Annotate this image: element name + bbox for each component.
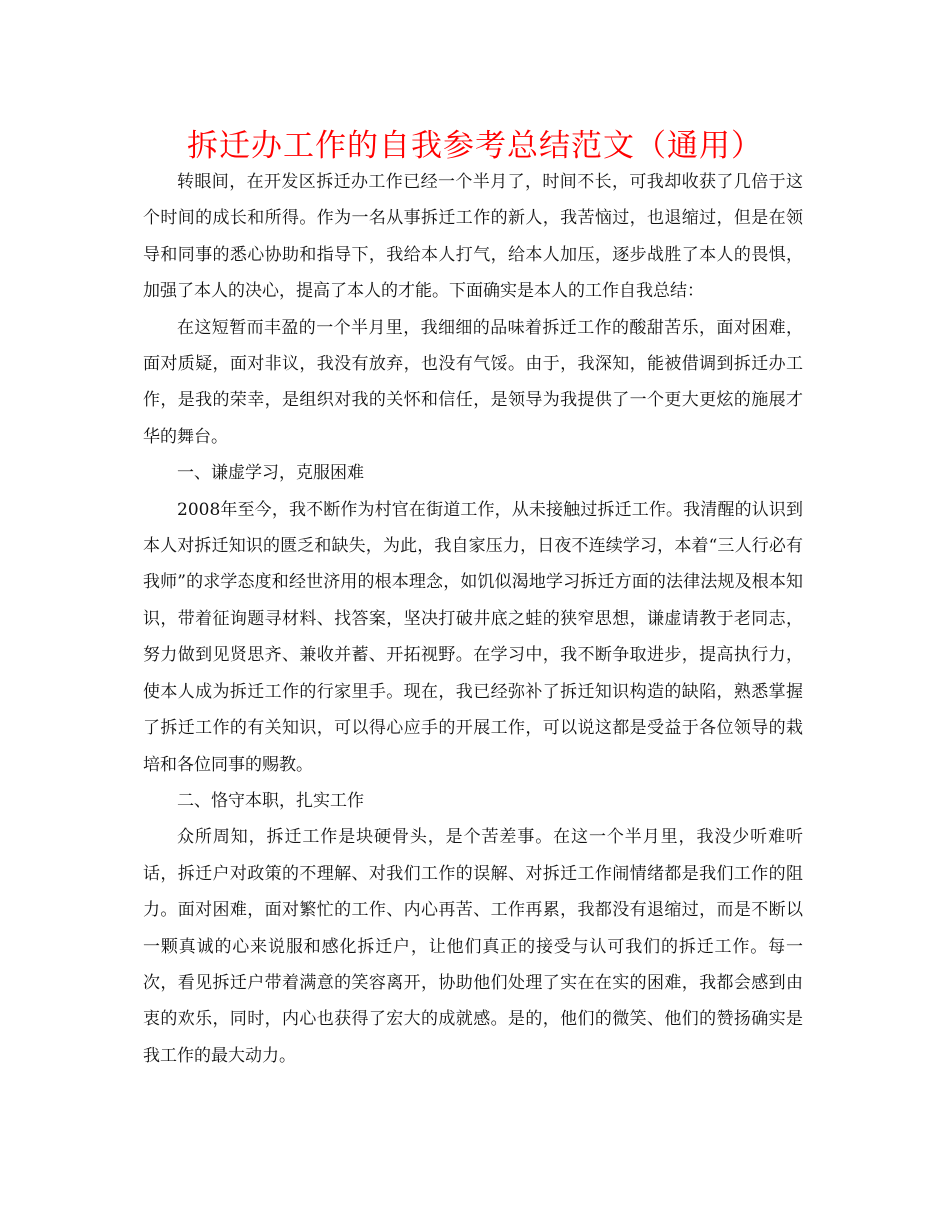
paragraph-reflection: 在这短暂而丰盈的一个半月里，我细细的品味着拆迁工作的酸甜苦乐，面对困难，面对质疑，面对非议，我没有放弃，也没有气馁。由于，我深知，能被借调到拆迁办工作，是我的荣幸，是组织对我的关怀和信任，是领导为我提供了一个更大更炫的施展才华的舞台。 — [143, 317, 803, 447]
section-heading-1: 一、谦虚学习，克服困难 — [177, 463, 364, 484]
document-title: 拆迁办工作的自我参考总结范文（通用） — [187, 128, 763, 164]
paragraph-section-1: 2008年至今，我不断作为村官在街道工作，从未接触过拆迁工作。我清醒的认识到本人对拆迁知识的匮乏和缺失，为此，我自家压力，日夜不连续学习，本着“三人行必有我师”的求学态度和经世济用的根本理念，如饥似渴地学习拆迁方面的法律法规及根本知识，带着征询题寻材料、找答案，坚决打破井底之蛙的狭窄思想，谦虚请教于老同志，努力做到见贤思齐、兼收并蓄、开拓视野。在学习中，我不断争取进步，提高执行力，使本人成为拆迁工作的行家里手。现在，我已经弥补了拆迁知识构造的缺陷，熟悉掌握了拆迁工作的有关知识，可以得心应手的开展工作，可以说这都是受益于各位领导的栽培和各位同事的赐教。 — [143, 499, 803, 775]
paragraph-intro: 转眼间，在开发区拆迁办工作已经一个半月了，时间不长，可我却收获了几倍于这个时间的成长和所得。作为一名从事拆迁工作的新人，我苦恼过，也退缩过，但是在领导和同事的悉心协助和指导下，我给本人打气，给本人加压，逐步战胜了本人的畏惧，加强了本人的决心，提高了本人的才能。下面确实是本人的工作自我总结： — [143, 172, 803, 302]
document-body — [143, 164, 803, 1074]
paragraph-section-2: 众所周知，拆迁工作是块硬骨头，是个苦差事。在这一个半月里，我没少听难听话，拆迁户对政策的不理解、对我们工作的误解、对拆迁工作闹情绪都是我们工作的阻力。面对困难，面对繁忙的工作、内心再苦、工作再累，我都没有退缩过，而是不断以一颗真诚的心来说服和感化拆迁户，让他们真正的接受与认可我们的拆迁工作。每一次，看见拆迁户带着满意的笑容离开，协助他们处理了实在在实的困难，我都会感到由衷的欢乐，同时，内心也获得了宏大的成就感。是的，他们的微笑、他们的赞扬确实是我工作的最大动力。 — [143, 827, 803, 1066]
section-heading-2: 二、恪守本职，扎实工作 — [177, 790, 364, 811]
